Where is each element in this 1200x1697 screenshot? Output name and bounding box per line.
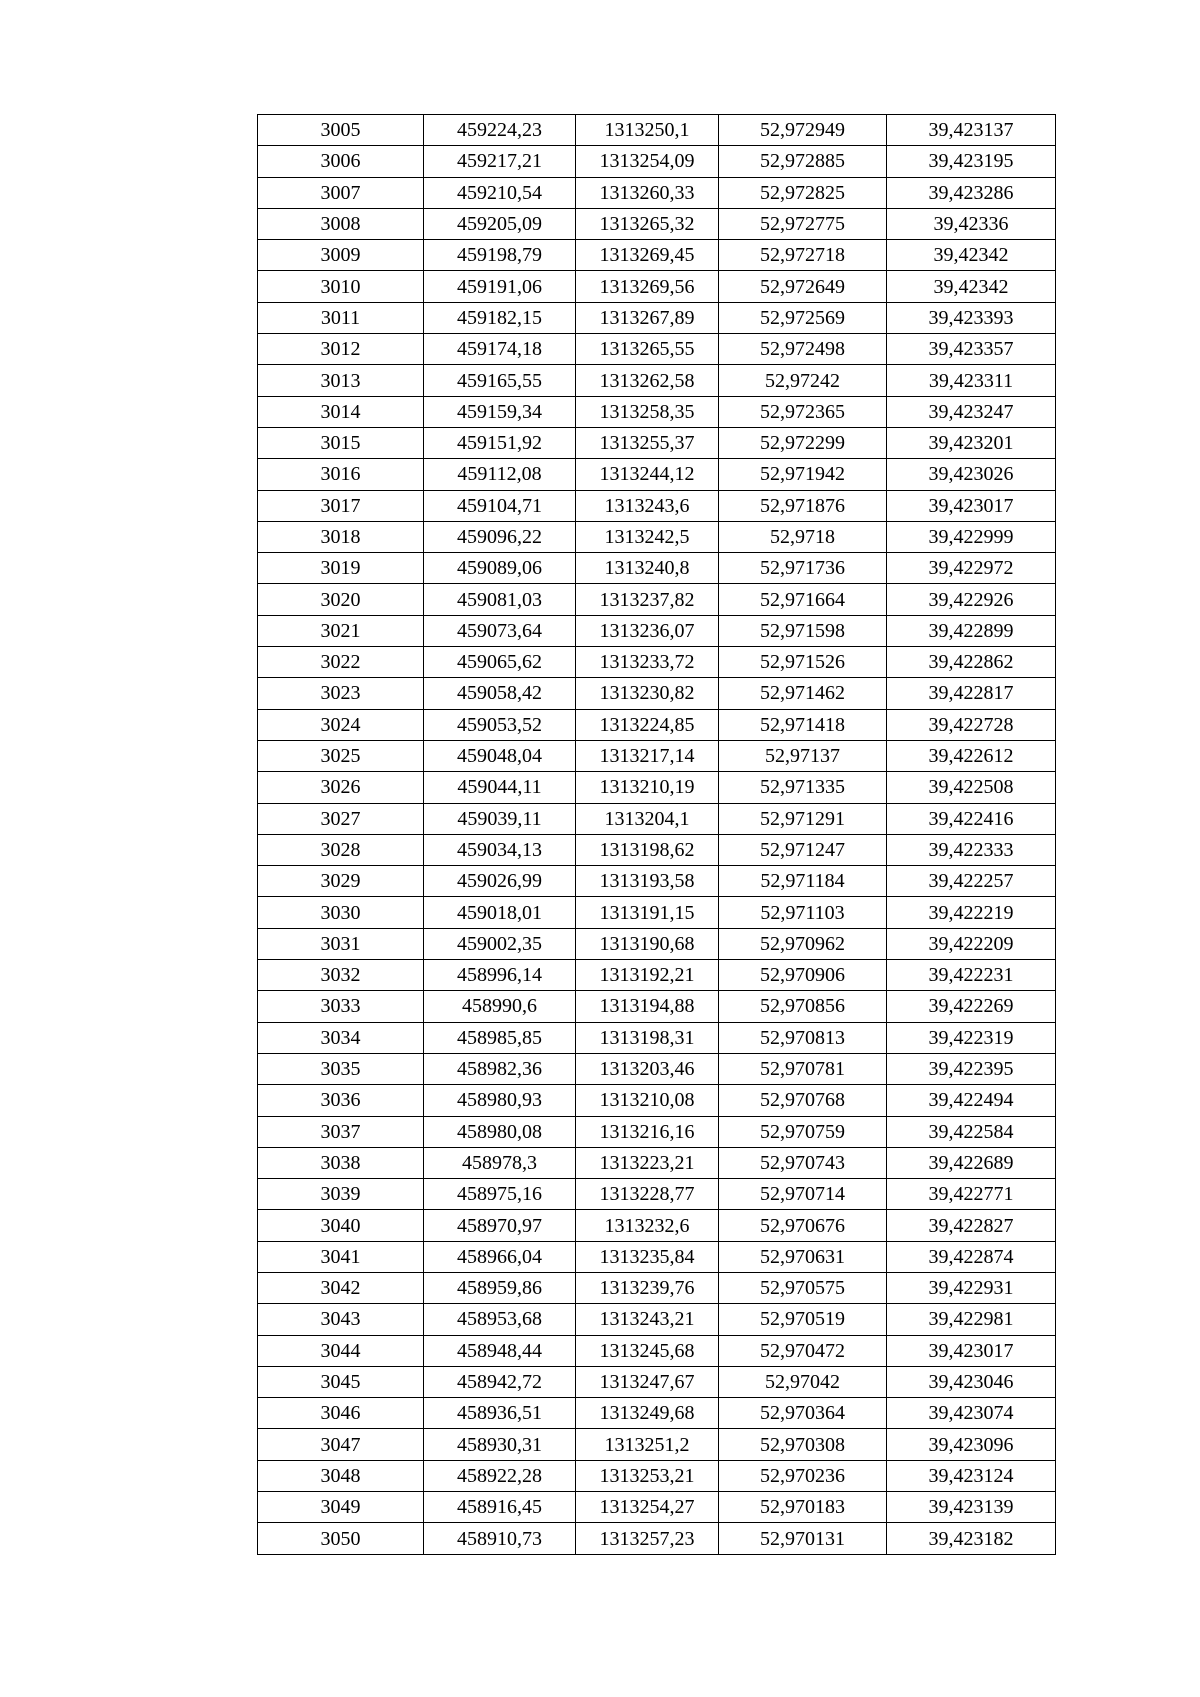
y-coordinate-cell: 1313260,33 (576, 177, 719, 208)
y-coordinate-cell: 1313265,55 (576, 334, 719, 365)
point-number-cell: 3018 (258, 521, 424, 552)
point-number-cell: 3025 (258, 740, 424, 771)
y-coordinate-cell: 1313228,77 (576, 1179, 719, 1210)
point-number-cell: 3040 (258, 1210, 424, 1241)
latitude-cell: 52,970781 (719, 1053, 887, 1084)
y-coordinate-cell: 1313247,67 (576, 1366, 719, 1397)
x-coordinate-cell: 458948,44 (424, 1335, 576, 1366)
y-coordinate-cell: 1313253,21 (576, 1460, 719, 1491)
y-coordinate-cell: 1313216,16 (576, 1116, 719, 1147)
x-coordinate-cell: 459165,55 (424, 365, 576, 396)
latitude-cell: 52,970813 (719, 1022, 887, 1053)
x-coordinate-cell: 459018,01 (424, 897, 576, 928)
table-row (258, 334, 1056, 365)
point-number-cell: 3039 (258, 1179, 424, 1210)
latitude-cell: 52,972299 (719, 427, 887, 458)
longitude-cell: 39,42336 (887, 208, 1056, 239)
x-coordinate-cell: 458936,51 (424, 1398, 576, 1429)
longitude-cell: 39,423074 (887, 1398, 1056, 1429)
longitude-cell: 39,423195 (887, 146, 1056, 177)
x-coordinate-cell: 459159,34 (424, 396, 576, 427)
table-row (258, 1116, 1056, 1147)
latitude-cell: 52,971942 (719, 459, 887, 490)
y-coordinate-cell: 1313262,58 (576, 365, 719, 396)
x-coordinate-cell: 458916,45 (424, 1492, 576, 1523)
x-coordinate-cell: 458922,28 (424, 1460, 576, 1491)
table-row (258, 302, 1056, 333)
y-coordinate-cell: 1313251,2 (576, 1429, 719, 1460)
x-coordinate-cell: 458975,16 (424, 1179, 576, 1210)
latitude-cell: 52,971526 (719, 647, 887, 678)
table-row (258, 1523, 1056, 1554)
latitude-cell: 52,971462 (719, 678, 887, 709)
latitude-cell: 52,970906 (719, 960, 887, 991)
longitude-cell: 39,422771 (887, 1179, 1056, 1210)
longitude-cell: 39,42342 (887, 240, 1056, 271)
table-row (258, 177, 1056, 208)
x-coordinate-cell: 458996,14 (424, 960, 576, 991)
point-number-cell: 3031 (258, 928, 424, 959)
x-coordinate-cell: 458966,04 (424, 1241, 576, 1272)
table-row (258, 1085, 1056, 1116)
longitude-cell: 39,422319 (887, 1022, 1056, 1053)
y-coordinate-cell: 1313254,09 (576, 146, 719, 177)
coordinates-table (257, 114, 1056, 1555)
table-row (258, 1429, 1056, 1460)
x-coordinate-cell: 459089,06 (424, 553, 576, 584)
x-coordinate-cell: 459104,71 (424, 490, 576, 521)
longitude-cell: 39,423026 (887, 459, 1056, 490)
table-row (258, 740, 1056, 771)
table-row (258, 1366, 1056, 1397)
longitude-cell: 39,422508 (887, 772, 1056, 803)
table-row (258, 521, 1056, 552)
point-number-cell: 3046 (258, 1398, 424, 1429)
point-number-cell: 3015 (258, 427, 424, 458)
latitude-cell: 52,971736 (719, 553, 887, 584)
point-number-cell: 3006 (258, 146, 424, 177)
y-coordinate-cell: 1313232,6 (576, 1210, 719, 1241)
table-row (258, 396, 1056, 427)
table-row (258, 365, 1056, 396)
longitude-cell: 39,422999 (887, 521, 1056, 552)
x-coordinate-cell: 459081,03 (424, 584, 576, 615)
longitude-cell: 39,422612 (887, 740, 1056, 771)
table-row (258, 584, 1056, 615)
table-row (258, 1210, 1056, 1241)
point-number-cell: 3029 (258, 866, 424, 897)
y-coordinate-cell: 1313233,72 (576, 647, 719, 678)
x-coordinate-cell: 459044,11 (424, 772, 576, 803)
latitude-cell: 52,972365 (719, 396, 887, 427)
latitude-cell: 52,972498 (719, 334, 887, 365)
latitude-cell: 52,970714 (719, 1179, 887, 1210)
longitude-cell: 39,422827 (887, 1210, 1056, 1241)
longitude-cell: 39,423357 (887, 334, 1056, 365)
longitude-cell: 39,423393 (887, 302, 1056, 333)
point-number-cell: 3033 (258, 991, 424, 1022)
point-number-cell: 3016 (258, 459, 424, 490)
longitude-cell: 39,423017 (887, 1335, 1056, 1366)
point-number-cell: 3032 (258, 960, 424, 991)
x-coordinate-cell: 459210,54 (424, 177, 576, 208)
point-number-cell: 3042 (258, 1272, 424, 1303)
point-number-cell: 3027 (258, 803, 424, 834)
latitude-cell: 52,97242 (719, 365, 887, 396)
point-number-cell: 3045 (258, 1366, 424, 1397)
x-coordinate-cell: 459224,23 (424, 115, 576, 146)
x-coordinate-cell: 459039,11 (424, 803, 576, 834)
longitude-cell: 39,42342 (887, 271, 1056, 302)
point-number-cell: 3038 (258, 1147, 424, 1178)
table-row (258, 1398, 1056, 1429)
point-number-cell: 3020 (258, 584, 424, 615)
point-number-cell: 3008 (258, 208, 424, 239)
y-coordinate-cell: 1313203,46 (576, 1053, 719, 1084)
latitude-cell: 52,972569 (719, 302, 887, 333)
point-number-cell: 3044 (258, 1335, 424, 1366)
table-row (258, 928, 1056, 959)
latitude-cell: 52,972949 (719, 115, 887, 146)
table-row (258, 991, 1056, 1022)
point-number-cell: 3047 (258, 1429, 424, 1460)
longitude-cell: 39,422333 (887, 834, 1056, 865)
y-coordinate-cell: 1313210,08 (576, 1085, 719, 1116)
latitude-cell: 52,970962 (719, 928, 887, 959)
x-coordinate-cell: 459191,06 (424, 271, 576, 302)
longitude-cell: 39,422269 (887, 991, 1056, 1022)
y-coordinate-cell: 1313240,8 (576, 553, 719, 584)
latitude-cell: 52,972649 (719, 271, 887, 302)
table-row (258, 772, 1056, 803)
y-coordinate-cell: 1313230,82 (576, 678, 719, 709)
point-number-cell: 3037 (258, 1116, 424, 1147)
longitude-cell: 39,422689 (887, 1147, 1056, 1178)
y-coordinate-cell: 1313269,45 (576, 240, 719, 271)
x-coordinate-cell: 458930,31 (424, 1429, 576, 1460)
table-row (258, 553, 1056, 584)
table-row (258, 1053, 1056, 1084)
x-coordinate-cell: 459174,18 (424, 334, 576, 365)
point-number-cell: 3019 (258, 553, 424, 584)
x-coordinate-cell: 458970,97 (424, 1210, 576, 1241)
x-coordinate-cell: 459026,99 (424, 866, 576, 897)
y-coordinate-cell: 1313257,23 (576, 1523, 719, 1554)
table-row (258, 427, 1056, 458)
x-coordinate-cell: 458985,85 (424, 1022, 576, 1053)
y-coordinate-cell: 1313243,6 (576, 490, 719, 521)
x-coordinate-cell: 459151,92 (424, 427, 576, 458)
point-number-cell: 3028 (258, 834, 424, 865)
y-coordinate-cell: 1313217,14 (576, 740, 719, 771)
y-coordinate-cell: 1313265,32 (576, 208, 719, 239)
longitude-cell: 39,422728 (887, 709, 1056, 740)
point-number-cell: 3009 (258, 240, 424, 271)
x-coordinate-cell: 458990,6 (424, 991, 576, 1022)
x-coordinate-cell: 459205,09 (424, 208, 576, 239)
point-number-cell: 3048 (258, 1460, 424, 1491)
longitude-cell: 39,423096 (887, 1429, 1056, 1460)
point-number-cell: 3043 (258, 1304, 424, 1335)
y-coordinate-cell: 1313243,21 (576, 1304, 719, 1335)
y-coordinate-cell: 1313254,27 (576, 1492, 719, 1523)
longitude-cell: 39,422874 (887, 1241, 1056, 1272)
latitude-cell: 52,971876 (719, 490, 887, 521)
y-coordinate-cell: 1313194,88 (576, 991, 719, 1022)
x-coordinate-cell: 459065,62 (424, 647, 576, 678)
latitude-cell: 52,971103 (719, 897, 887, 928)
table-row (258, 1304, 1056, 1335)
table-row (258, 1460, 1056, 1491)
table-row (258, 490, 1056, 521)
longitude-cell: 39,422981 (887, 1304, 1056, 1335)
table-row (258, 459, 1056, 490)
latitude-cell: 52,970676 (719, 1210, 887, 1241)
table-row (258, 1272, 1056, 1303)
latitude-cell: 52,970519 (719, 1304, 887, 1335)
latitude-cell: 52,970308 (719, 1429, 887, 1460)
point-number-cell: 3022 (258, 647, 424, 678)
latitude-cell: 52,971664 (719, 584, 887, 615)
y-coordinate-cell: 1313244,12 (576, 459, 719, 490)
longitude-cell: 39,423311 (887, 365, 1056, 396)
longitude-cell: 39,422899 (887, 615, 1056, 646)
table-row (258, 271, 1056, 302)
longitude-cell: 39,422231 (887, 960, 1056, 991)
table-row (258, 240, 1056, 271)
latitude-cell: 52,972885 (719, 146, 887, 177)
longitude-cell: 39,423247 (887, 396, 1056, 427)
point-number-cell: 3014 (258, 396, 424, 427)
table-row (258, 1492, 1056, 1523)
coordinates-table-body (258, 115, 1056, 1555)
y-coordinate-cell: 1313237,82 (576, 584, 719, 615)
longitude-cell: 39,422931 (887, 1272, 1056, 1303)
point-number-cell: 3023 (258, 678, 424, 709)
y-coordinate-cell: 1313239,76 (576, 1272, 719, 1303)
y-coordinate-cell: 1313250,1 (576, 115, 719, 146)
x-coordinate-cell: 459053,52 (424, 709, 576, 740)
x-coordinate-cell: 459096,22 (424, 521, 576, 552)
x-coordinate-cell: 458980,93 (424, 1085, 576, 1116)
latitude-cell: 52,971418 (719, 709, 887, 740)
point-number-cell: 3030 (258, 897, 424, 928)
longitude-cell: 39,422972 (887, 553, 1056, 584)
y-coordinate-cell: 1313223,21 (576, 1147, 719, 1178)
longitude-cell: 39,422584 (887, 1116, 1056, 1147)
x-coordinate-cell: 459058,42 (424, 678, 576, 709)
x-coordinate-cell: 458910,73 (424, 1523, 576, 1554)
y-coordinate-cell: 1313198,62 (576, 834, 719, 865)
y-coordinate-cell: 1313255,37 (576, 427, 719, 458)
x-coordinate-cell: 459048,04 (424, 740, 576, 771)
y-coordinate-cell: 1313192,21 (576, 960, 719, 991)
longitude-cell: 39,422926 (887, 584, 1056, 615)
longitude-cell: 39,423046 (887, 1366, 1056, 1397)
latitude-cell: 52,970472 (719, 1335, 887, 1366)
table-row (258, 1241, 1056, 1272)
point-number-cell: 3024 (258, 709, 424, 740)
table-row (258, 1179, 1056, 1210)
latitude-cell: 52,970131 (719, 1523, 887, 1554)
y-coordinate-cell: 1313236,07 (576, 615, 719, 646)
point-number-cell: 3021 (258, 615, 424, 646)
latitude-cell: 52,970236 (719, 1460, 887, 1491)
longitude-cell: 39,422494 (887, 1085, 1056, 1116)
x-coordinate-cell: 459198,79 (424, 240, 576, 271)
longitude-cell: 39,423124 (887, 1460, 1056, 1491)
longitude-cell: 39,422209 (887, 928, 1056, 959)
table-row (258, 803, 1056, 834)
table-row (258, 647, 1056, 678)
longitude-cell: 39,422219 (887, 897, 1056, 928)
table-row (258, 208, 1056, 239)
table-row (258, 615, 1056, 646)
x-coordinate-cell: 459073,64 (424, 615, 576, 646)
table-row (258, 866, 1056, 897)
table-row (258, 897, 1056, 928)
latitude-cell: 52,97042 (719, 1366, 887, 1397)
point-number-cell: 3050 (258, 1523, 424, 1554)
latitude-cell: 52,970631 (719, 1241, 887, 1272)
table-row (258, 960, 1056, 991)
y-coordinate-cell: 1313191,15 (576, 897, 719, 928)
point-number-cell: 3010 (258, 271, 424, 302)
latitude-cell: 52,971247 (719, 834, 887, 865)
longitude-cell: 39,422862 (887, 647, 1056, 678)
point-number-cell: 3036 (258, 1085, 424, 1116)
latitude-cell: 52,972775 (719, 208, 887, 239)
point-number-cell: 3034 (258, 1022, 424, 1053)
latitude-cell: 52,971184 (719, 866, 887, 897)
y-coordinate-cell: 1313198,31 (576, 1022, 719, 1053)
longitude-cell: 39,423137 (887, 115, 1056, 146)
longitude-cell: 39,422817 (887, 678, 1056, 709)
table-row (258, 146, 1056, 177)
y-coordinate-cell: 1313242,5 (576, 521, 719, 552)
point-number-cell: 3012 (258, 334, 424, 365)
y-coordinate-cell: 1313204,1 (576, 803, 719, 834)
x-coordinate-cell: 458959,86 (424, 1272, 576, 1303)
longitude-cell: 39,423017 (887, 490, 1056, 521)
point-number-cell: 3026 (258, 772, 424, 803)
table-row (258, 678, 1056, 709)
y-coordinate-cell: 1313245,68 (576, 1335, 719, 1366)
point-number-cell: 3007 (258, 177, 424, 208)
latitude-cell: 52,971598 (719, 615, 887, 646)
point-number-cell: 3005 (258, 115, 424, 146)
latitude-cell: 52,9718 (719, 521, 887, 552)
latitude-cell: 52,97137 (719, 740, 887, 771)
table-row (258, 1147, 1056, 1178)
point-number-cell: 3049 (258, 1492, 424, 1523)
y-coordinate-cell: 1313269,56 (576, 271, 719, 302)
table-row (258, 1335, 1056, 1366)
point-number-cell: 3041 (258, 1241, 424, 1272)
y-coordinate-cell: 1313258,35 (576, 396, 719, 427)
latitude-cell: 52,971291 (719, 803, 887, 834)
point-number-cell: 3035 (258, 1053, 424, 1084)
latitude-cell: 52,972825 (719, 177, 887, 208)
latitude-cell: 52,970759 (719, 1116, 887, 1147)
longitude-cell: 39,422416 (887, 803, 1056, 834)
latitude-cell: 52,970768 (719, 1085, 887, 1116)
table-row (258, 1022, 1056, 1053)
x-coordinate-cell: 458978,3 (424, 1147, 576, 1178)
longitude-cell: 39,422257 (887, 866, 1056, 897)
table-row (258, 834, 1056, 865)
latitude-cell: 52,970575 (719, 1272, 887, 1303)
latitude-cell: 52,970856 (719, 991, 887, 1022)
latitude-cell: 52,970743 (719, 1147, 887, 1178)
point-number-cell: 3013 (258, 365, 424, 396)
x-coordinate-cell: 458953,68 (424, 1304, 576, 1335)
y-coordinate-cell: 1313224,85 (576, 709, 719, 740)
y-coordinate-cell: 1313267,89 (576, 302, 719, 333)
table-row (258, 709, 1056, 740)
table-row (258, 115, 1056, 146)
y-coordinate-cell: 1313190,68 (576, 928, 719, 959)
point-number-cell: 3017 (258, 490, 424, 521)
y-coordinate-cell: 1313249,68 (576, 1398, 719, 1429)
latitude-cell: 52,970364 (719, 1398, 887, 1429)
longitude-cell: 39,422395 (887, 1053, 1056, 1084)
latitude-cell: 52,971335 (719, 772, 887, 803)
x-coordinate-cell: 459034,13 (424, 834, 576, 865)
x-coordinate-cell: 459112,08 (424, 459, 576, 490)
y-coordinate-cell: 1313210,19 (576, 772, 719, 803)
longitude-cell: 39,423286 (887, 177, 1056, 208)
x-coordinate-cell: 459182,15 (424, 302, 576, 333)
point-number-cell: 3011 (258, 302, 424, 333)
y-coordinate-cell: 1313193,58 (576, 866, 719, 897)
longitude-cell: 39,423139 (887, 1492, 1056, 1523)
x-coordinate-cell: 459002,35 (424, 928, 576, 959)
latitude-cell: 52,972718 (719, 240, 887, 271)
x-coordinate-cell: 459217,21 (424, 146, 576, 177)
y-coordinate-cell: 1313235,84 (576, 1241, 719, 1272)
x-coordinate-cell: 458982,36 (424, 1053, 576, 1084)
x-coordinate-cell: 458942,72 (424, 1366, 576, 1397)
x-coordinate-cell: 458980,08 (424, 1116, 576, 1147)
latitude-cell: 52,970183 (719, 1492, 887, 1523)
longitude-cell: 39,423182 (887, 1523, 1056, 1554)
longitude-cell: 39,423201 (887, 427, 1056, 458)
